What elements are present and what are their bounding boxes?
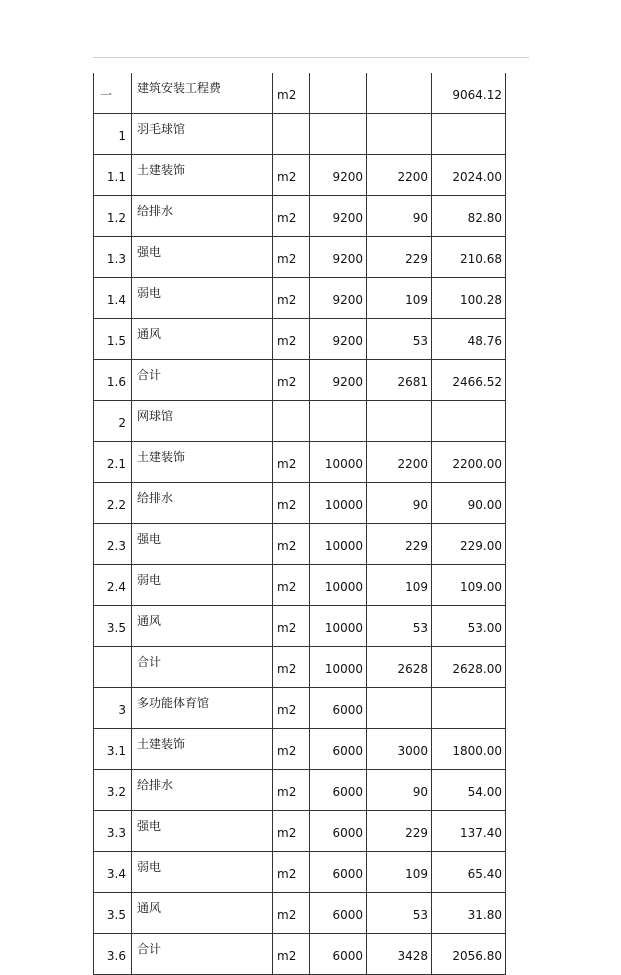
cell-unit bbox=[273, 401, 310, 442]
cell-unit-price: 229 bbox=[367, 237, 432, 278]
table-row bbox=[94, 196, 506, 237]
cell-item-name: 强电 bbox=[132, 811, 273, 852]
cell-quantity: 10000 bbox=[310, 483, 367, 524]
cell-unit-price: 109 bbox=[367, 852, 432, 893]
cell-item-name: 通风 bbox=[132, 319, 273, 360]
cell-unit: m2 bbox=[273, 729, 310, 770]
cell-item-name: 给排水 bbox=[132, 483, 273, 524]
cell-quantity: 6000 bbox=[310, 688, 367, 729]
cell-total-amount: 48.76 bbox=[432, 319, 506, 360]
cell-unit-price: 53 bbox=[367, 606, 432, 647]
cell-quantity bbox=[310, 401, 367, 442]
cell-total-amount: 2466.52 bbox=[432, 360, 506, 401]
cell-unit: m2 bbox=[273, 73, 310, 114]
cell-item-name: 土建装饰 bbox=[132, 442, 273, 483]
cell-total-amount: 1800.00 bbox=[432, 729, 506, 770]
cell-unit-price: 3000 bbox=[367, 729, 432, 770]
cell-item-name: 弱电 bbox=[132, 278, 273, 319]
cell-unit: m2 bbox=[273, 852, 310, 893]
cell-unit-price: 3428 bbox=[367, 934, 432, 975]
cell-total-amount: 31.80 bbox=[432, 893, 506, 934]
cell-row-number: 一 bbox=[94, 73, 132, 114]
cell-row-number: 1.3 bbox=[94, 237, 132, 278]
cell-row-number: 1.1 bbox=[94, 155, 132, 196]
cell-item-name: 合计 bbox=[132, 647, 273, 688]
cell-total-amount: 82.80 bbox=[432, 196, 506, 237]
cell-unit-price: 53 bbox=[367, 319, 432, 360]
cell-unit: m2 bbox=[273, 483, 310, 524]
cell-item-name: 羽毛球馆 bbox=[132, 114, 273, 155]
cell-total-amount: 65.40 bbox=[432, 852, 506, 893]
cell-total-amount: 2628.00 bbox=[432, 647, 506, 688]
header-rule bbox=[93, 57, 529, 58]
cell-total-amount: 53.00 bbox=[432, 606, 506, 647]
cell-quantity: 10000 bbox=[310, 606, 367, 647]
cell-unit-price: 90 bbox=[367, 483, 432, 524]
cell-item-name: 合计 bbox=[132, 360, 273, 401]
cell-item-name: 多功能体育馆 bbox=[132, 688, 273, 729]
table-row bbox=[94, 565, 506, 606]
table-row bbox=[94, 114, 506, 155]
cell-item-name: 给排水 bbox=[132, 196, 273, 237]
table-row bbox=[94, 237, 506, 278]
cell-unit-price bbox=[367, 73, 432, 114]
cell-unit-price: 2628 bbox=[367, 647, 432, 688]
table-row bbox=[94, 483, 506, 524]
cell-quantity: 9200 bbox=[310, 155, 367, 196]
cell-total-amount: 109.00 bbox=[432, 565, 506, 606]
cell-item-name: 网球馆 bbox=[132, 401, 273, 442]
cell-row-number: 1.4 bbox=[94, 278, 132, 319]
cell-unit: m2 bbox=[273, 442, 310, 483]
table-row bbox=[94, 278, 506, 319]
cell-total-amount: 2200.00 bbox=[432, 442, 506, 483]
cell-item-name: 弱电 bbox=[132, 565, 273, 606]
cell-total-amount: 90.00 bbox=[432, 483, 506, 524]
cell-unit-price bbox=[367, 114, 432, 155]
cell-row-number: 3.4 bbox=[94, 852, 132, 893]
table-row bbox=[94, 893, 506, 934]
cell-unit: m2 bbox=[273, 360, 310, 401]
cell-item-name: 强电 bbox=[132, 524, 273, 565]
cell-unit-price: 90 bbox=[367, 770, 432, 811]
cell-row-number: 3.5 bbox=[94, 606, 132, 647]
cell-unit-price: 2681 bbox=[367, 360, 432, 401]
cell-total-amount: 137.40 bbox=[432, 811, 506, 852]
table-row bbox=[94, 442, 506, 483]
table-row bbox=[94, 360, 506, 401]
cell-row-number: 1.6 bbox=[94, 360, 132, 401]
cell-total-amount: 2024.00 bbox=[432, 155, 506, 196]
cell-total-amount bbox=[432, 114, 506, 155]
cell-row-number: 3 bbox=[94, 688, 132, 729]
cell-quantity: 9200 bbox=[310, 237, 367, 278]
cell-unit: m2 bbox=[273, 606, 310, 647]
cell-quantity: 9200 bbox=[310, 360, 367, 401]
cell-row-number: 2.4 bbox=[94, 565, 132, 606]
table-row bbox=[94, 729, 506, 770]
cell-row-number: 2 bbox=[94, 401, 132, 442]
cell-unit: m2 bbox=[273, 155, 310, 196]
cell-item-name: 给排水 bbox=[132, 770, 273, 811]
cell-item-name: 建筑安装工程费 bbox=[132, 73, 273, 114]
cell-item-name: 通风 bbox=[132, 606, 273, 647]
cell-total-amount bbox=[432, 401, 506, 442]
cell-item-name: 强电 bbox=[132, 237, 273, 278]
table-row bbox=[94, 852, 506, 893]
cell-unit: m2 bbox=[273, 934, 310, 975]
cell-row-number: 2.1 bbox=[94, 442, 132, 483]
cell-unit-price: 90 bbox=[367, 196, 432, 237]
cell-quantity: 6000 bbox=[310, 934, 367, 975]
cell-item-name: 通风 bbox=[132, 893, 273, 934]
cell-row-number: 1.2 bbox=[94, 196, 132, 237]
cell-unit-price: 53 bbox=[367, 893, 432, 934]
cell-quantity: 6000 bbox=[310, 893, 367, 934]
cell-unit-price: 2200 bbox=[367, 155, 432, 196]
table-row bbox=[94, 934, 506, 975]
cell-unit: m2 bbox=[273, 237, 310, 278]
cell-unit-price bbox=[367, 401, 432, 442]
cell-unit: m2 bbox=[273, 811, 310, 852]
table-row bbox=[94, 401, 506, 442]
cell-row-number: 3.2 bbox=[94, 770, 132, 811]
cell-unit-price: 229 bbox=[367, 524, 432, 565]
cell-row-number: 3.3 bbox=[94, 811, 132, 852]
cell-row-number: 3.6 bbox=[94, 934, 132, 975]
cell-row-number: 1 bbox=[94, 114, 132, 155]
cell-quantity: 9200 bbox=[310, 319, 367, 360]
cell-quantity bbox=[310, 73, 367, 114]
cell-quantity: 6000 bbox=[310, 729, 367, 770]
cell-unit-price: 109 bbox=[367, 278, 432, 319]
cell-unit: m2 bbox=[273, 278, 310, 319]
cell-unit: m2 bbox=[273, 688, 310, 729]
cell-total-amount: 229.00 bbox=[432, 524, 506, 565]
table-row bbox=[94, 647, 506, 688]
cell-unit: m2 bbox=[273, 647, 310, 688]
cell-total-amount: 54.00 bbox=[432, 770, 506, 811]
cell-total-amount: 9064.12 bbox=[432, 73, 506, 114]
cell-quantity bbox=[310, 114, 367, 155]
table-row bbox=[94, 319, 506, 360]
table-row bbox=[94, 606, 506, 647]
cell-row-number: 3.1 bbox=[94, 729, 132, 770]
table-row bbox=[94, 688, 506, 729]
cell-total-amount: 2056.80 bbox=[432, 934, 506, 975]
cell-row-number: 2.3 bbox=[94, 524, 132, 565]
cell-quantity: 6000 bbox=[310, 811, 367, 852]
cell-quantity: 10000 bbox=[310, 524, 367, 565]
table-row bbox=[94, 524, 506, 565]
cell-total-amount: 210.68 bbox=[432, 237, 506, 278]
cell-quantity: 6000 bbox=[310, 852, 367, 893]
cost-table-body bbox=[94, 73, 506, 975]
cell-row-number bbox=[94, 647, 132, 688]
cell-unit: m2 bbox=[273, 524, 310, 565]
cell-item-name: 合计 bbox=[132, 934, 273, 975]
cell-item-name: 土建装饰 bbox=[132, 729, 273, 770]
cell-total-amount: 100.28 bbox=[432, 278, 506, 319]
cell-quantity: 10000 bbox=[310, 442, 367, 483]
cell-unit-price: 109 bbox=[367, 565, 432, 606]
table-row bbox=[94, 73, 506, 114]
cell-quantity: 9200 bbox=[310, 196, 367, 237]
table-row bbox=[94, 811, 506, 852]
cell-item-name: 土建装饰 bbox=[132, 155, 273, 196]
cell-row-number: 1.5 bbox=[94, 319, 132, 360]
cell-unit bbox=[273, 114, 310, 155]
table-row bbox=[94, 155, 506, 196]
cell-unit-price: 2200 bbox=[367, 442, 432, 483]
cell-unit: m2 bbox=[273, 770, 310, 811]
cell-item-name: 弱电 bbox=[132, 852, 273, 893]
cost-table bbox=[93, 73, 506, 975]
cell-unit: m2 bbox=[273, 196, 310, 237]
cell-unit-price: 229 bbox=[367, 811, 432, 852]
cell-unit: m2 bbox=[273, 565, 310, 606]
cell-unit-price bbox=[367, 688, 432, 729]
cell-unit: m2 bbox=[273, 319, 310, 360]
cell-quantity: 6000 bbox=[310, 770, 367, 811]
cell-quantity: 9200 bbox=[310, 278, 367, 319]
cell-quantity: 10000 bbox=[310, 565, 367, 606]
cell-row-number: 2.2 bbox=[94, 483, 132, 524]
cell-unit: m2 bbox=[273, 893, 310, 934]
cell-row-number: 3.5 bbox=[94, 893, 132, 934]
cell-total-amount bbox=[432, 688, 506, 729]
cell-quantity: 10000 bbox=[310, 647, 367, 688]
table-row bbox=[94, 770, 506, 811]
